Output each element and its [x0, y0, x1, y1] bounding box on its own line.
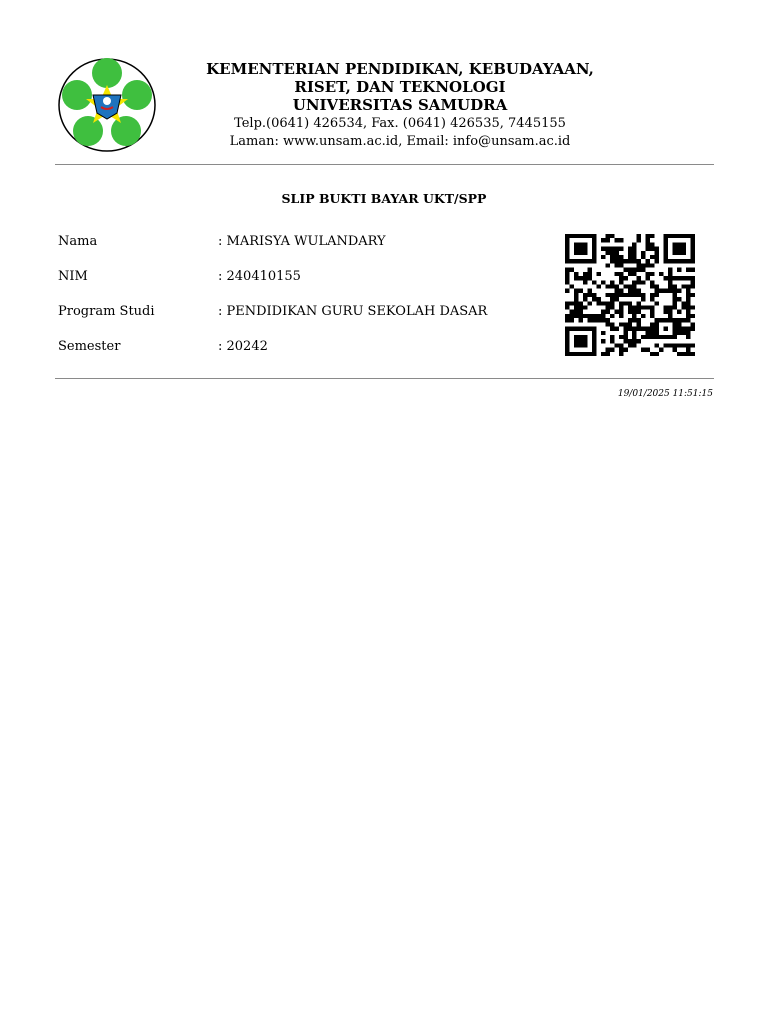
header-divider [55, 164, 714, 165]
ministry-name-line1: KEMENTERIAN PENDIDIKAN, KEBUDAYAAN, [206, 60, 594, 78]
field-label-program-studi: Program Studi [58, 304, 155, 319]
field-value-program-studi: : PENDIDIKAN GURU SEKOLAH DASAR [218, 304, 488, 319]
field-value-semester: : 20242 [218, 339, 268, 354]
field-label-nama: Nama [58, 234, 98, 249]
ministry-name-line2: RISET, DAN TEKNOLOGI [294, 78, 506, 96]
slip-title: SLIP BUKTI BAYAR UKT/SPP [281, 191, 487, 206]
field-value-nama: : MARISYA WULANDARY [218, 234, 386, 249]
contact-phone: Telp.(0641) 426534, Fax. (0641) 426535, 7445155 [234, 116, 566, 131]
field-value-nim: : 240410155 [218, 269, 301, 284]
university-name: UNIVERSITAS SAMUDRA [292, 96, 508, 114]
print-timestamp: 19/01/2025 11:51:15 [617, 389, 713, 399]
field-label-nim: NIM [58, 269, 88, 284]
field-label-semester: Semester [58, 339, 121, 354]
content-divider [55, 378, 714, 379]
qr-code-icon [565, 234, 695, 356]
university-logo-icon [57, 57, 157, 153]
letterhead [180, 60, 620, 150]
contact-web: Laman: www.unsam.ac.id, Email: info@unsam.ac.id [229, 134, 571, 149]
